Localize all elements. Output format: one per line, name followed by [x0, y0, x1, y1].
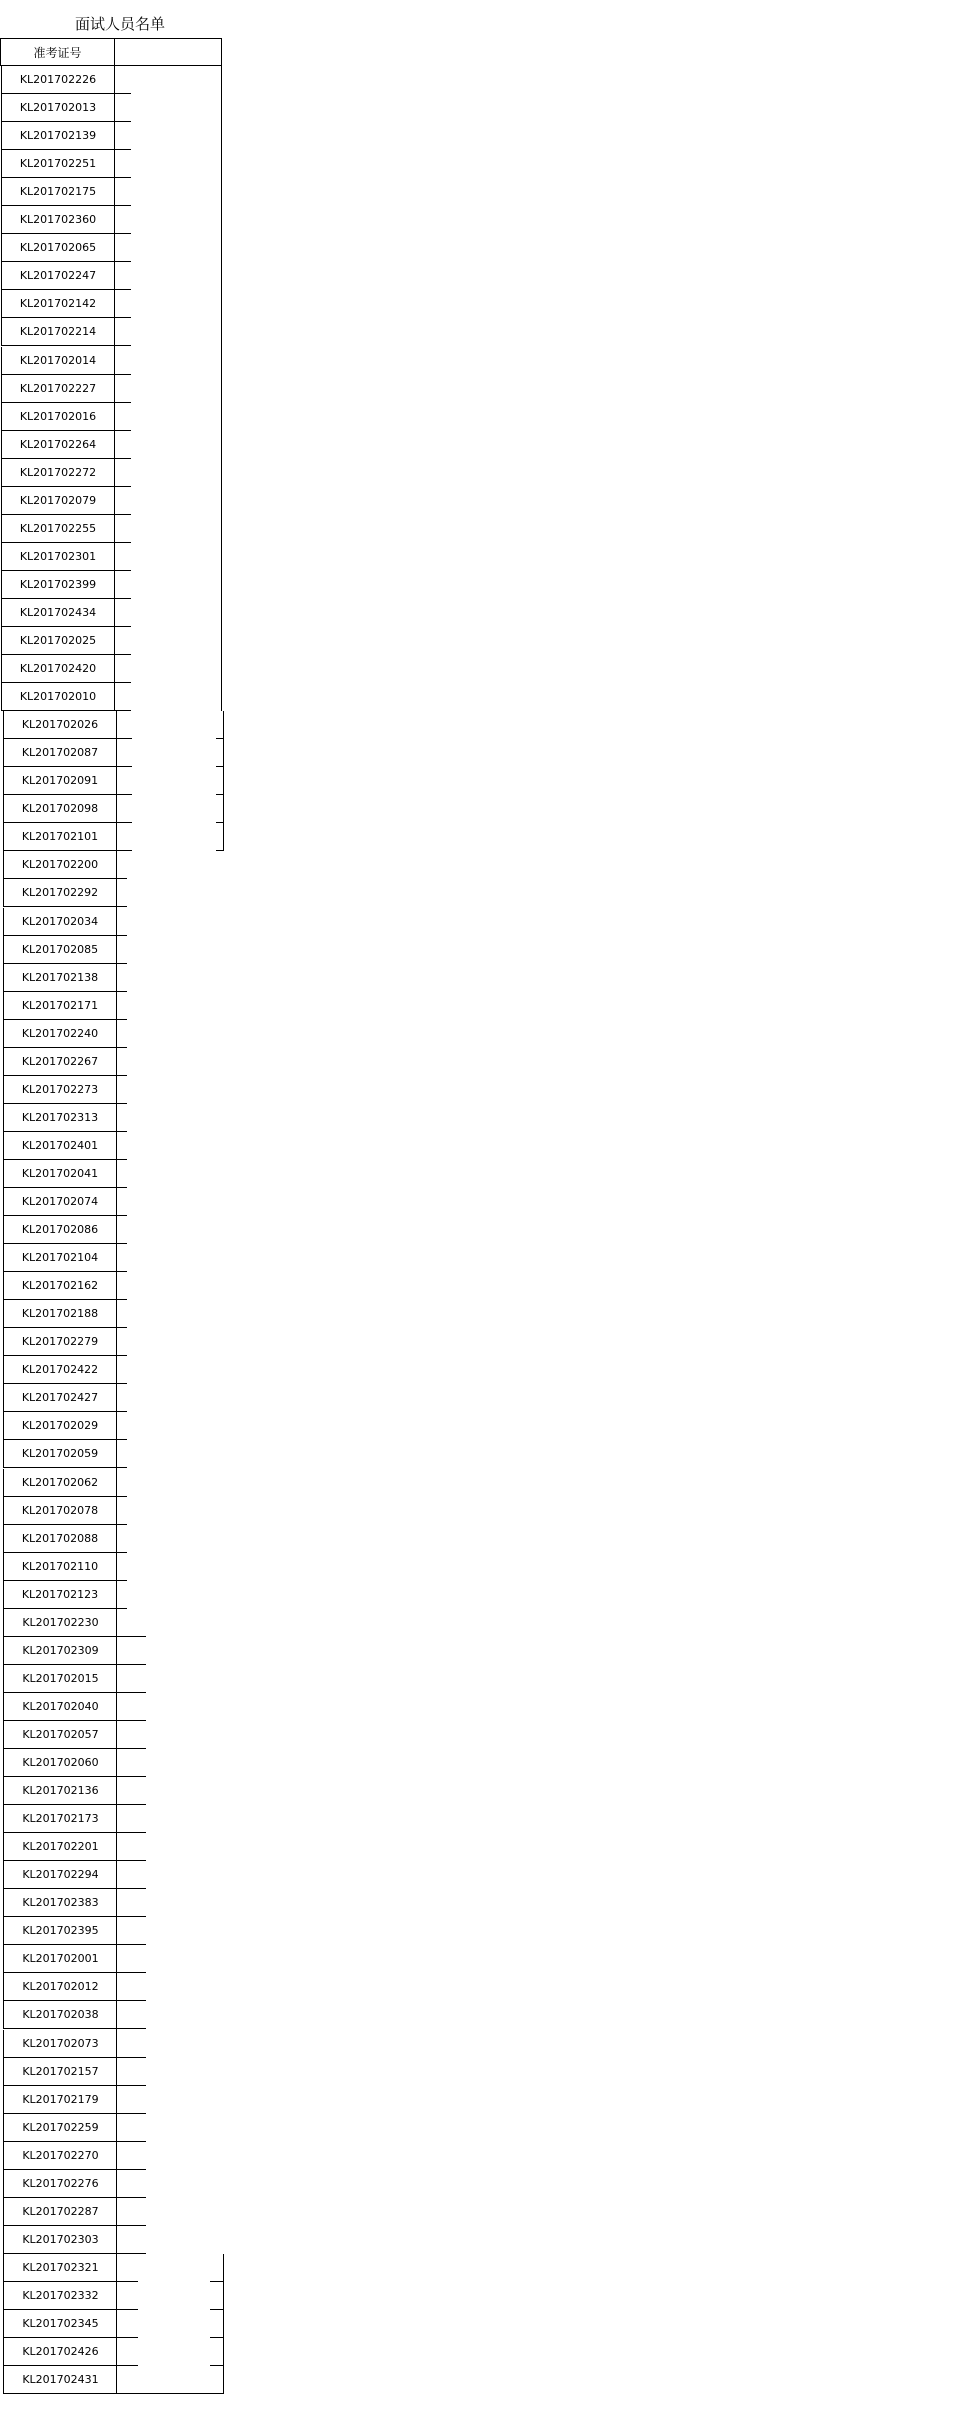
blank-cell	[117, 2142, 146, 2170]
blank-cell	[114, 515, 131, 543]
blank-cell	[114, 347, 131, 375]
blank-cell	[116, 1076, 127, 1104]
exam-number-cell: KL201702292	[3, 879, 116, 907]
exam-number-cell: KL201702025	[1, 627, 114, 655]
blank-cell	[116, 964, 127, 992]
blank-cell	[114, 66, 131, 94]
exam-number-cell: KL201702188	[3, 1300, 116, 1328]
exam-number-cell: KL201702104	[3, 1244, 116, 1272]
blank-cell	[117, 1777, 146, 1805]
exam-number-cell: KL201702214	[1, 318, 114, 346]
exam-number-cell: KL201702087	[3, 739, 116, 767]
blank-cell	[117, 2366, 138, 2394]
blank-cell	[114, 375, 131, 403]
column-header-blank	[114, 38, 221, 66]
blank-cell	[116, 1553, 127, 1581]
column-divider	[114, 38, 115, 711]
border-tick	[216, 822, 223, 823]
blank-cell	[114, 599, 131, 627]
exam-number-cell: KL201702029	[3, 1412, 116, 1440]
blank-cell	[114, 178, 131, 206]
blank-cell	[117, 2170, 146, 2198]
blank-cell	[114, 571, 131, 599]
exam-number-cell: KL201702098	[3, 795, 116, 823]
blank-cell	[116, 1356, 127, 1384]
blank-cell	[114, 543, 131, 571]
blank-cell	[116, 1048, 127, 1076]
exam-number-cell: KL201702270	[3, 2142, 117, 2170]
exam-number-cell: KL201702101	[3, 823, 116, 851]
exam-number-cell: KL201702420	[1, 655, 114, 683]
blank-cell	[116, 739, 132, 767]
exam-number-cell: KL201702230	[3, 1609, 117, 1637]
exam-number-cell: KL201702226	[1, 66, 114, 94]
blank-cell	[117, 1609, 146, 1637]
exam-number-cell: KL201702279	[3, 1328, 116, 1356]
border-tick	[210, 2365, 223, 2366]
blank-cell	[117, 1945, 146, 1973]
blank-cell	[116, 1328, 127, 1356]
blank-cell	[117, 2282, 138, 2310]
blank-cell	[116, 1132, 127, 1160]
exam-number-cell: KL201702162	[3, 1272, 116, 1300]
exam-number-cell: KL201702057	[3, 1721, 117, 1749]
exam-number-cell: KL201702065	[1, 234, 114, 262]
blank-cell	[114, 94, 131, 122]
exam-number-cell: KL201702040	[3, 1693, 117, 1721]
exam-number-cell: KL201702267	[3, 1048, 116, 1076]
blank-cell	[114, 290, 131, 318]
exam-number-cell: KL201702259	[3, 2114, 117, 2142]
exam-number-cell: KL201702383	[3, 1889, 117, 1917]
exam-number-cell: KL201702123	[3, 1581, 116, 1609]
blank-cell	[116, 1440, 127, 1468]
exam-number-cell: KL201702060	[3, 1749, 117, 1777]
exam-number-cell: KL201702041	[3, 1160, 116, 1188]
exam-number-cell: KL201702091	[3, 767, 116, 795]
blank-cell	[116, 1020, 127, 1048]
exam-number-cell: KL201702171	[3, 992, 116, 1020]
blank-cell	[116, 1300, 127, 1328]
exam-number-cell: KL201702013	[1, 94, 114, 122]
exam-number-cell: KL201702139	[1, 122, 114, 150]
blank-cell	[116, 1244, 127, 1272]
exam-number-cell: KL201702422	[3, 1356, 116, 1384]
blank-cell	[117, 1721, 146, 1749]
exam-number-cell: KL201702015	[3, 1665, 117, 1693]
blank-cell	[116, 908, 127, 936]
exam-number-cell: KL201702287	[3, 2198, 117, 2226]
blank-cell	[116, 1412, 127, 1440]
exam-number-cell: KL201702227	[1, 375, 114, 403]
exam-number-cell: KL201702038	[3, 2001, 117, 2029]
exam-number-cell: KL201702034	[3, 908, 116, 936]
exam-number-cell: KL201702360	[1, 206, 114, 234]
blank-cell	[117, 2058, 146, 2086]
exam-number-cell: KL201702012	[3, 1973, 117, 2001]
exam-number-cell: KL201702251	[1, 150, 114, 178]
blank-cell	[116, 992, 127, 1020]
exam-number-cell: KL201702427	[3, 1384, 116, 1412]
blank-cell	[117, 1637, 146, 1665]
blank-cell	[117, 1861, 146, 1889]
exam-number-cell: KL201702426	[3, 2338, 117, 2366]
blank-cell	[116, 851, 127, 879]
blank-cell	[117, 2114, 146, 2142]
exam-number-cell: KL201702431	[3, 2366, 117, 2394]
blank-cell	[117, 2198, 146, 2226]
blank-cell	[114, 403, 131, 431]
exam-number-cell: KL201702086	[3, 1216, 116, 1244]
exam-number-cell: KL201702309	[3, 1637, 117, 1665]
blank-cell	[117, 1805, 146, 1833]
border-tick	[216, 850, 223, 851]
blank-cell	[117, 1889, 146, 1917]
blank-cell	[114, 431, 131, 459]
blank-cell	[117, 1665, 146, 1693]
exam-number-cell: KL201702276	[3, 2170, 117, 2198]
border-tick	[210, 2337, 223, 2338]
blank-cell	[114, 318, 131, 346]
blank-cell	[114, 234, 131, 262]
exam-number-cell: KL201702345	[3, 2310, 117, 2338]
blank-cell	[116, 1384, 127, 1412]
blank-cell	[114, 655, 131, 683]
table-right-border	[223, 2254, 224, 2394]
blank-cell	[116, 879, 127, 907]
exam-number-cell: KL201702395	[3, 1917, 117, 1945]
exam-number-cell: KL201702136	[3, 1777, 117, 1805]
blank-cell	[116, 1497, 127, 1525]
exam-number-cell: KL201702332	[3, 2282, 117, 2310]
exam-number-cell: KL201702173	[3, 1805, 117, 1833]
blank-cell	[117, 2001, 146, 2029]
exam-number-cell: KL201702321	[3, 2254, 117, 2282]
blank-cell	[114, 262, 131, 290]
exam-number-cell: KL201702301	[1, 543, 114, 571]
border-tick	[216, 738, 223, 739]
blank-cell	[116, 1104, 127, 1132]
blank-cell	[116, 823, 132, 851]
blank-cell	[116, 1188, 127, 1216]
column-header-exam-number: 准考证号	[0, 38, 114, 66]
blank-cell	[114, 150, 131, 178]
exam-number-cell: KL201702294	[3, 1861, 117, 1889]
blank-cell	[117, 2226, 146, 2254]
exam-number-cell: KL201702079	[1, 487, 114, 515]
blank-cell	[117, 1917, 146, 1945]
exam-number-cell: KL201702157	[3, 2058, 117, 2086]
blank-cell	[114, 122, 131, 150]
blank-cell	[116, 1160, 127, 1188]
blank-cell	[117, 2310, 138, 2338]
blank-cell	[117, 1833, 146, 1861]
exam-number-cell: KL201702240	[3, 1020, 116, 1048]
blank-cell	[116, 711, 132, 739]
exam-number-cell: KL201702138	[3, 964, 116, 992]
exam-number-cell: KL201702179	[3, 2086, 117, 2114]
exam-number-cell: KL201702247	[1, 262, 114, 290]
table-header-row	[0, 38, 222, 66]
blank-cell	[116, 1581, 127, 1609]
blank-cell	[117, 2030, 146, 2058]
exam-number-cell: KL201702264	[1, 431, 114, 459]
blank-cell	[116, 936, 127, 964]
border-tick	[210, 2309, 223, 2310]
blank-cell	[114, 487, 131, 515]
blank-cell	[114, 683, 131, 711]
border-tick	[216, 766, 223, 767]
blank-cell	[117, 2254, 138, 2282]
exam-number-cell: KL201702001	[3, 1945, 117, 1973]
blank-cell	[116, 1216, 127, 1244]
exam-number-cell: KL201702078	[3, 1497, 116, 1525]
column-divider	[116, 711, 117, 2394]
blank-cell	[114, 627, 131, 655]
blank-cell	[117, 1749, 146, 1777]
exam-number-cell: KL201702016	[1, 403, 114, 431]
blank-cell	[114, 459, 131, 487]
blank-cell	[114, 206, 131, 234]
blank-cell	[117, 2338, 138, 2366]
blank-cell	[116, 1525, 127, 1553]
table-right-border	[223, 711, 224, 851]
page-title: 面试人员名单	[74, 15, 165, 33]
exam-number-cell: KL201702401	[3, 1132, 116, 1160]
table-bottom-border	[116, 2393, 224, 2394]
exam-number-cell: KL201702434	[1, 599, 114, 627]
blank-cell	[117, 1693, 146, 1721]
exam-number-cell: KL201702110	[3, 1553, 116, 1581]
exam-number-cell: KL201702062	[3, 1469, 116, 1497]
blank-cell	[116, 1469, 127, 1497]
exam-number-cell: KL201702255	[1, 515, 114, 543]
exam-number-cell: KL201702088	[3, 1525, 116, 1553]
exam-number-cell: KL201702200	[3, 851, 116, 879]
exam-number-cell: KL201702399	[1, 571, 114, 599]
border-tick	[216, 794, 223, 795]
exam-number-cell: KL201702303	[3, 2226, 117, 2254]
exam-number-cell: KL201702059	[3, 1440, 116, 1468]
exam-number-cell: KL201702313	[3, 1104, 116, 1132]
exam-number-cell: KL201702010	[1, 683, 114, 711]
exam-number-cell: KL201702074	[3, 1188, 116, 1216]
blank-cell	[116, 1272, 127, 1300]
table-right-border	[221, 38, 222, 711]
blank-cell	[117, 2086, 146, 2114]
exam-number-cell: KL201702085	[3, 936, 116, 964]
exam-number-cell: KL201702026	[3, 711, 116, 739]
exam-number-cell: KL201702272	[1, 459, 114, 487]
exam-number-cell: KL201702142	[1, 290, 114, 318]
exam-number-cell: KL201702073	[3, 2030, 117, 2058]
exam-number-cell: KL201702201	[3, 1833, 117, 1861]
border-tick	[210, 2281, 223, 2282]
blank-cell	[117, 1973, 146, 2001]
exam-number-cell: KL201702273	[3, 1076, 116, 1104]
exam-number-cell: KL201702014	[1, 347, 114, 375]
blank-cell	[116, 795, 132, 823]
exam-number-cell: KL201702175	[1, 178, 114, 206]
blank-cell	[116, 767, 132, 795]
